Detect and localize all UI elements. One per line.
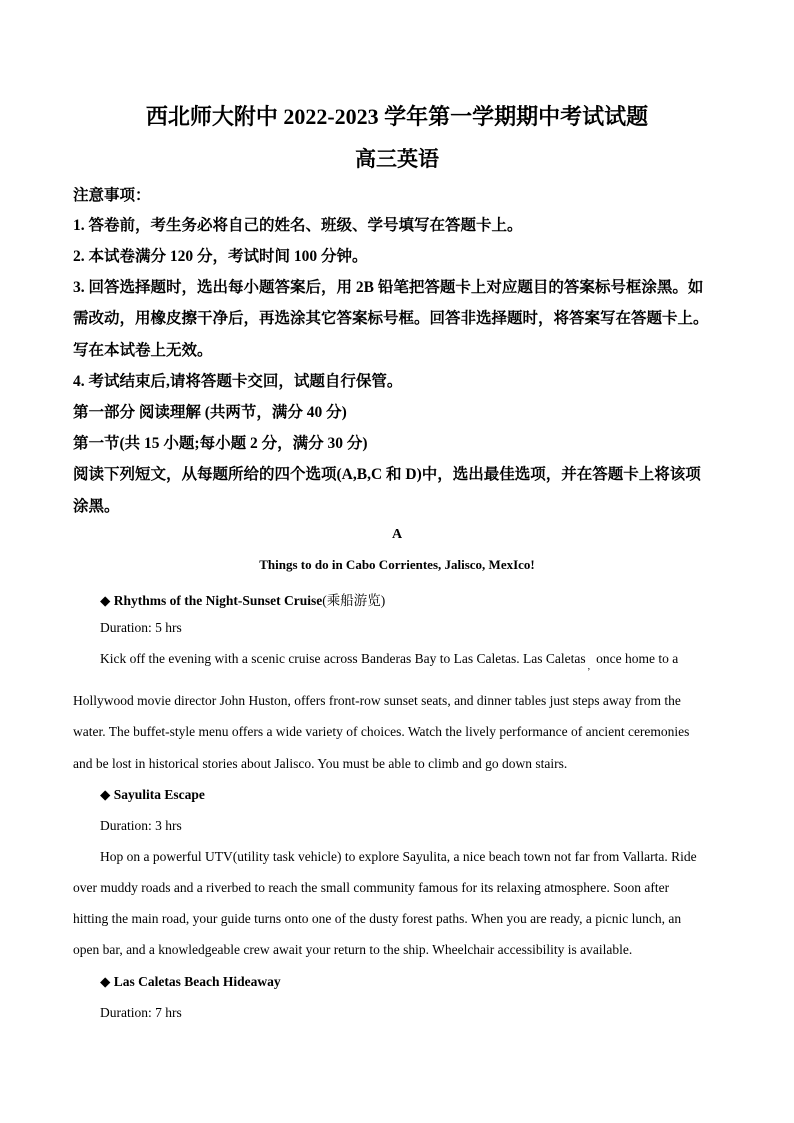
notice-item-3-line-3: 写在本试卷上无效。 [73,342,213,359]
passage-title: Things to do in Cabo Corrientes, Jalisco, MexIco! [259,557,535,572]
activity-2-line-2: over muddy roads and a riverbed to reach the small community famous for its relaxing atmosphere. Soon after [73,880,670,895]
activity-2-line-4: open bar, and a knowledgeable crew await your return to the ship. Wheelchair accessibility is available. [73,942,633,957]
section-1-heading: 第一节(共 15 小题;每小题 2 分，满分 30 分) [73,435,368,452]
instruction-line-2: 涂黑。 [73,498,120,515]
activity-1-line-3: water. The buffet-style menu offers a wide variety of choices. Watch the lively performance of ancient ceremonies [73,724,690,739]
diamond-bullet-icon: ◆ [100,593,111,608]
activity-3-heading [100,974,281,990]
activity-2-line-3: hitting the main road, your guide turns onto one of the dusty forest paths. When you are ready, a picnic lunch, an [73,911,682,926]
notice-item-2: 2. 本试卷满分 120 分，考试时间 100 分钟。 [73,248,368,265]
notice-item-1: 1. 答卷前，考生务必将自己的姓名、班级、学号填写在答题卡上。 [73,217,523,234]
activity-2-duration: Duration: 3 hrs [100,818,182,833]
inline-comma: , [587,661,591,672]
notice-item-3-line-2: 需改动，用橡皮擦干净后，再选涂其它答案标号框。回答非选择题时，将答案写在答题卡上。 [73,310,709,327]
activity-1-line-4: and be lost in historical stories about Jalisco. You must be able to climb and go down stairs. [73,756,568,771]
activity-1-line-2: Hollywood movie director John Huston, offers front-row sunset seats, and dinner tables just steps away from the [73,693,681,708]
activity-1-line-1b: once home to a [596,651,679,666]
exam-subtitle: 高三英语 [355,147,439,171]
activity-2-heading [100,787,205,803]
activity-2-line-1: Hop on a powerful UTV(utility task vehicle) to explore Sayulita, a nice beach town not far from Vallarta. Ride [100,849,697,864]
activity-1-heading [100,589,385,609]
activity-2-name: Sayulita Escape [113,787,205,802]
diamond-bullet-icon: ◆ [100,787,111,802]
notice-item-3-line-1: 3. 回答选择题时，选出每小题答案后，用 2B 铅笔把答题卡上对应题目的答案标号框涂黑。如 [73,279,704,296]
instruction-line-1: 阅读下列短文，从每题所给的四个选项(A,B,C 和 D)中，选出最佳选项，并在答题卡上将该项 [73,466,701,483]
notice-label: 注意事项： [73,187,151,204]
activity-1-duration: Duration: 5 hrs [100,620,182,635]
activity-1-line-1 [100,651,679,672]
activity-1-note: (乘船游览) [322,593,386,608]
part-1-heading: 第一部分 阅读理解 (共两节，满分 40 分) [73,404,347,421]
passage-letter: A [391,527,403,542]
notice-item-4: 4. 考试结束后,请将答题卡交回，试题自行保管。 [73,373,403,390]
activity-3-duration: Duration: 7 hrs [100,1005,182,1020]
activity-1-line-1a: Kick off the evening with a scenic cruise across Banderas Bay to Las Caletas. Las Caletas [100,651,586,666]
diamond-bullet-icon: ◆ [100,974,111,989]
activity-3-name: Las Caletas Beach Hideaway [113,974,281,989]
activity-1-name: Rhythms of the Night-Sunset Cruise [113,593,323,608]
exam-title: 西北师大附中 2022-2023 学年第一学期期中考试试题 [145,104,649,129]
